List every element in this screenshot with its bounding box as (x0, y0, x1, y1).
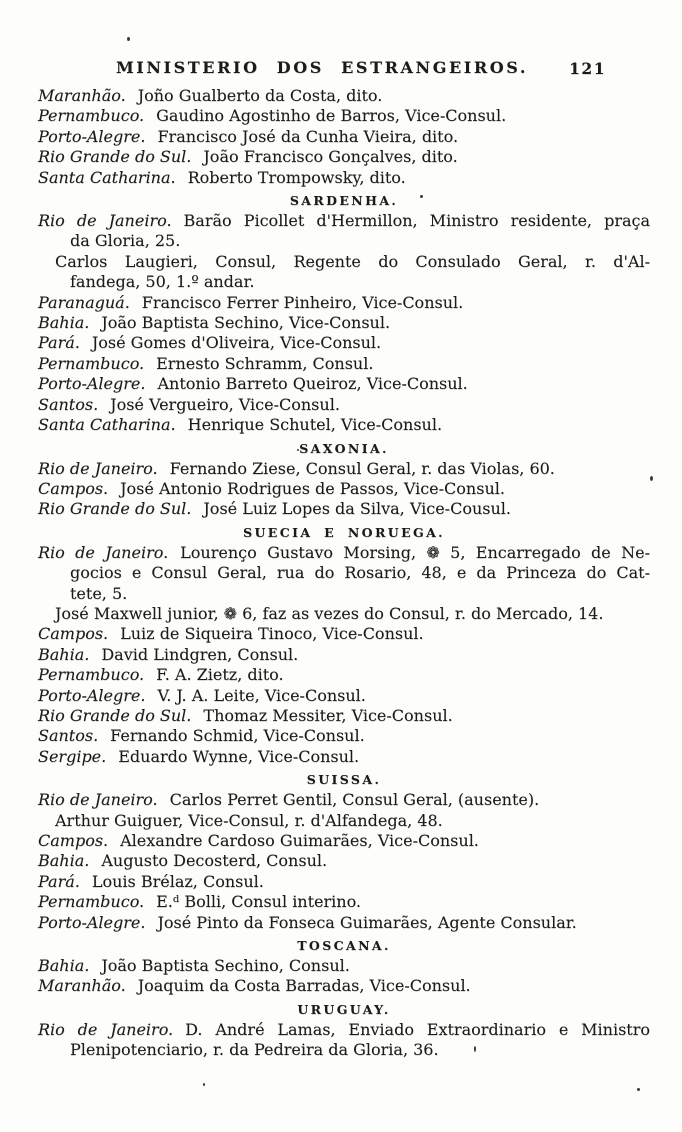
directory-entry (38, 976, 650, 996)
place-name: Porto-Alegre. (38, 912, 146, 932)
directory-entry (38, 831, 650, 851)
entry-first-line: Arthur Guiguer, Vice-Consul, r. d'Alfandega, 48. (55, 810, 443, 830)
directory-entry (38, 645, 650, 665)
entry-first-line: Santos. Fernando Schmid, Vice-Consul. (38, 726, 365, 746)
entry-first-line: Rio de Janeiro. Fernando Ziese, Consul Geral, r. das Violas, 60. (38, 458, 555, 478)
entry-first-line: Santos. José Vergueiro, Vice-Consul. (38, 394, 340, 414)
scan-speck (297, 449, 299, 451)
directory-entry (38, 211, 650, 252)
place-name: Pernambuco. (38, 892, 145, 912)
entry-first-line: Bahia. João Baptista Sechino, Consul. (38, 956, 350, 976)
directory-entry (38, 127, 650, 147)
directory-entry (38, 913, 650, 933)
place-name: Paranaguá. (38, 292, 130, 312)
directory-entry (38, 686, 650, 706)
place-name: Pará. (38, 333, 80, 353)
country-section (38, 523, 650, 767)
entry-first-line: Bahia. Augusto Decosterd, Consul. (38, 851, 328, 871)
place-name: Rio de Janeiro. (38, 211, 172, 231)
place-name: Rio de Janeiro. (38, 790, 158, 810)
entry-first-line: Porto-Alegre. Francisco José da Cunha Vieira, dito. (38, 126, 459, 146)
entry-first-line: Paranaguá. Francisco Ferrer Pinheiro, Vice-Consul. (38, 292, 464, 312)
entry-first-line: Rio de Janeiro. Lourenço Gustavo Morsing, ❁ 5, Encarregado de Ne- (38, 542, 651, 562)
directory-entry (38, 790, 650, 810)
running-header-title: MINISTERIO DOS ESTRANGEIROS. (115, 58, 529, 77)
entry-first-line: Rio Grande do Sul. João Francisco Gonçalves, dito. (38, 147, 458, 167)
entry-continuation-line: fandega, 50, 1.º andar. (70, 272, 255, 292)
entry-first-line: Maranhão. Joño Gualberto da Costa, dito. (38, 86, 383, 105)
country-section (38, 1000, 650, 1061)
place-name: Rio de Janeiro. (38, 1019, 174, 1039)
section-heading: SAXONIA. (299, 440, 389, 456)
place-name: Bahia. (38, 313, 90, 333)
directory-entry (38, 604, 650, 624)
entry-first-line: Santa Catharina. Henrique Schutel, Vice-Consul. (38, 415, 443, 435)
entry-first-line: Campos. Luiz de Siqueira Tinoco, Vice-Consul. (38, 624, 424, 644)
directory-entry (38, 1020, 650, 1061)
directory-entry (38, 168, 650, 188)
page-number: 121 (569, 59, 606, 78)
directory-entry (38, 147, 650, 167)
entry-first-line: Pernambuco. E.ᵈ Bolli, Consul interino. (38, 892, 362, 912)
scan-speck (474, 1046, 476, 1052)
place-name: Santos. (38, 394, 99, 414)
country-section (38, 936, 650, 997)
directory-entry (38, 624, 650, 644)
country-section (38, 770, 650, 933)
directory-entry (38, 106, 650, 126)
place-name: Campos. (38, 624, 109, 644)
place-name: Bahia. (38, 956, 90, 976)
directory-entry (38, 333, 650, 353)
country-section (38, 86, 650, 188)
scan-speck (637, 1088, 640, 1091)
section-heading: SUECIA E NORUEGA. (243, 524, 445, 540)
entry-first-line: Pernambuco. Gaudino Agostinho de Barros, Vice-Consul. (38, 106, 507, 126)
directory-entry (38, 499, 650, 519)
directory-entry (38, 726, 650, 746)
section-heading: TOSCANA. (297, 938, 391, 954)
place-name: Pernambuco. (38, 106, 145, 126)
directory-entry (38, 86, 650, 106)
entry-first-line: Bahia. David Lindgren, Consul. (38, 644, 299, 664)
place-name: Porto-Alegre. (38, 126, 146, 146)
directory-entry (38, 543, 650, 604)
document-content (38, 86, 650, 1061)
entry-first-line: Pernambuco. F. A. Zietz, dito. (38, 665, 284, 685)
directory-entry (38, 851, 650, 871)
place-name: Maranhão. (38, 86, 126, 105)
place-name: Campos. (38, 831, 109, 850)
directory-entry (38, 892, 650, 912)
entry-first-line: Rio de Janeiro. Carlos Perret Gentil, Consul Geral, (ausente). (38, 790, 540, 810)
entry-continuation-line: da Gloria, 25. (70, 231, 181, 251)
entry-first-line: Pará. Louis Brélaz, Consul. (38, 871, 264, 891)
scan-speck (127, 37, 130, 41)
place-name: Rio Grande do Sul. (38, 705, 192, 725)
entry-first-line: Porto-Alegre. V. J. A. Leite, Vice-Consul. (38, 685, 366, 705)
section-heading: SUISSA. (306, 772, 382, 788)
directory-entry (38, 811, 650, 831)
country-section (38, 191, 650, 435)
place-name: Pernambuco. (38, 665, 145, 685)
directory-entry (38, 459, 650, 479)
place-name: Bahia. (38, 851, 90, 871)
directory-entry (38, 415, 650, 435)
place-name: Santa Catharina. (38, 167, 176, 187)
entry-first-line: Porto-Alegre. José Pinto da Fonseca Guimarães, Agente Consular. (38, 912, 577, 932)
directory-entry (38, 872, 650, 892)
entry-first-line: Porto-Alegre. Antonio Barreto Queiroz, Vice-Consul. (38, 374, 468, 394)
directory-entry (38, 252, 650, 293)
place-name: Sergipe. (38, 746, 107, 766)
entry-first-line: Rio de Janeiro. Barão Picollet d'Hermillon, Ministro residente, praça (38, 211, 651, 231)
entry-first-line: Carlos Laugieri, Consul, Regente do Consulado Geral, r. d'Al- (55, 251, 650, 271)
directory-entry (38, 665, 650, 685)
directory-entry (38, 706, 650, 726)
place-name: Porto-Alegre. (38, 374, 146, 394)
section-heading: SARDENHA. (289, 193, 399, 209)
entry-first-line: Santa Catharina. Roberto Trompowsky, dito. (38, 167, 406, 187)
entry-continuation-line: Plenipotenciario, r. da Pedreira da Gloria, 36. (70, 1040, 439, 1060)
directory-entry (38, 395, 650, 415)
place-name: Rio Grande do Sul. (38, 499, 192, 519)
entry-first-line: Pará. José Gomes d'Oliveira, Vice-Consul. (38, 333, 382, 353)
place-name: Pará. (38, 871, 80, 891)
entry-first-line: Campos. José Antonio Rodrigues de Passos, Vice-Consul. (38, 478, 505, 498)
directory-entry (38, 354, 650, 374)
place-name: Bahia. (38, 644, 90, 664)
directory-entry (38, 479, 650, 499)
scan-speck (420, 195, 423, 198)
entry-first-line: Rio Grande do Sul. Thomaz Messiter, Vice-Consul. (38, 705, 453, 725)
place-name: Rio de Janeiro. (38, 458, 158, 478)
entry-first-line: Rio Grande do Sul. José Luiz Lopes da Silva, Vice-Cousul. (38, 499, 511, 519)
directory-entry (38, 747, 650, 767)
directory-entry (38, 293, 650, 313)
entry-first-line: Maranhão. Joaquim da Costa Barradas, Vice-Consul. (38, 976, 471, 996)
entry-first-line: Pernambuco. Ernesto Schramm, Consul. (38, 353, 374, 373)
entry-continuation-line: gocios e Consul Geral, rua do Rosario, 48, e da Princeza do Cat- (70, 563, 650, 583)
place-name: Campos. (38, 478, 109, 498)
page-header-row (0, 58, 682, 82)
section-heading: URUGUAY. (297, 1001, 391, 1017)
entry-first-line: Campos. Alexandre Cardoso Guimarães, Vice-Consul. (38, 831, 479, 850)
place-name: Pernambuco. (38, 353, 145, 373)
entry-first-line: José Maxwell junior, ❁ 6, faz as vezes do Consul, r. do Mercado, 14. (55, 603, 604, 623)
entry-first-line: Rio de Janeiro. D. André Lamas, Enviado Extraordinario e Ministro (38, 1019, 650, 1039)
country-section (38, 439, 650, 520)
directory-entry (38, 374, 650, 394)
entry-first-line: Bahia. João Baptista Sechino, Vice-Consul. (38, 313, 391, 333)
place-name: Santos. (38, 726, 99, 746)
place-name: Rio Grande do Sul. (38, 147, 192, 167)
place-name: Porto-Alegre. (38, 685, 146, 705)
place-name: Rio de Janeiro. (38, 542, 169, 562)
entry-first-line: Sergipe. Eduardo Wynne, Vice-Consul. (38, 746, 360, 766)
entry-continuation-line: tete, 5. (70, 583, 128, 603)
place-name: Santa Catharina. (38, 415, 176, 435)
scan-speck (650, 476, 653, 481)
scan-speck (203, 1083, 205, 1086)
directory-entry (38, 313, 650, 333)
place-name: Maranhão. (38, 976, 126, 996)
directory-entry (38, 956, 650, 976)
